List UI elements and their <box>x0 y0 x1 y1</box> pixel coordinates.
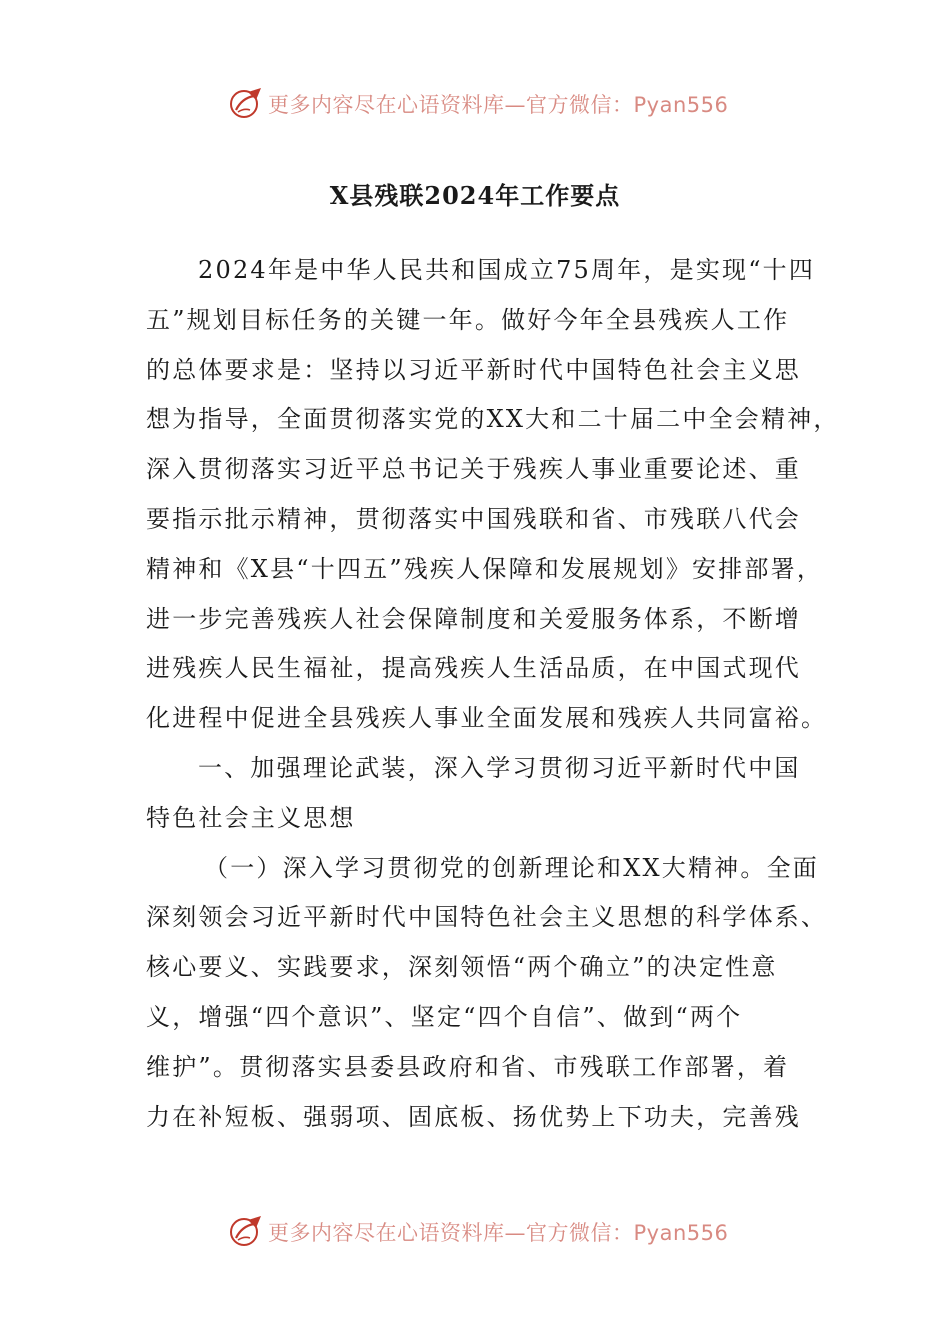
section-heading-line: 特色社会主义思想 <box>146 803 356 832</box>
watermark-text: 更多内容尽在心语资料库—官方微信：Pyan556 <box>268 1221 729 1245</box>
section-heading-line: 一、加强理论武装，深入学习贯彻习近平新时代中国 <box>198 753 801 782</box>
document-title: X县残联2024年工作要点 <box>329 181 621 210</box>
text-line: 进一步完善残疾人社会保障制度和关爱服务体系，不断增 <box>146 604 801 633</box>
text-line: 维护”。贯彻落实县委县政府和省、市残联工作部署，着 <box>146 1052 790 1081</box>
text-line: 化进程中促进全县残疾人事业全面发展和残疾人共同富裕。 <box>146 704 828 733</box>
watermark-header <box>228 84 728 124</box>
text-line: 五”规划目标任务的关键一年。做好今年全县残疾人工作 <box>146 305 790 334</box>
text-line: 精神和《X县“十四五”残疾人保障和发展规划》安排部署， <box>146 554 824 583</box>
text-line: 进残疾人民生福祉，提高残疾人生活品质，在中国式现代 <box>146 654 801 683</box>
pen-logo-icon <box>228 1214 264 1250</box>
text-line: 深刻领会习近平新时代中国特色社会主义思想的科学体系、 <box>146 903 828 932</box>
pen-logo-icon <box>228 86 264 122</box>
text-line: 要指示批示精神，贯彻落实中国残联和省、市残联八代会 <box>146 504 801 533</box>
text-line: 力在补短板、强弱项、固底板、扬优势上下功夫，完善残 <box>146 1102 801 1131</box>
text-line: 2024年是中华人民共和国成立75周年，是实现“十四 <box>198 256 816 284</box>
watermark-text: 更多内容尽在心语资料库—官方微信：Pyan556 <box>268 93 729 117</box>
subsection-line: （一）深入学习贯彻党的创新理论和XX大精神。全面 <box>204 853 819 882</box>
text-line: 核心要义、实践要求，深刻领悟“两个确立”的决定性意 <box>146 953 778 982</box>
text-line: 深入贯彻落实习近平总书记关于残疾人事业重要论述、重 <box>146 455 801 484</box>
text-line: 的总体要求是：坚持以习近平新时代中国特色社会主义思 <box>146 355 801 384</box>
text-line: 想为指导，全面贯彻落实党的XX大和二十届二中全会精神， <box>146 405 840 434</box>
watermark-footer <box>228 1212 728 1252</box>
document-body <box>146 246 840 1142</box>
text-line: 义，增强“四个意识”、坚定“四个自信”、做到“两个 <box>146 1002 743 1031</box>
